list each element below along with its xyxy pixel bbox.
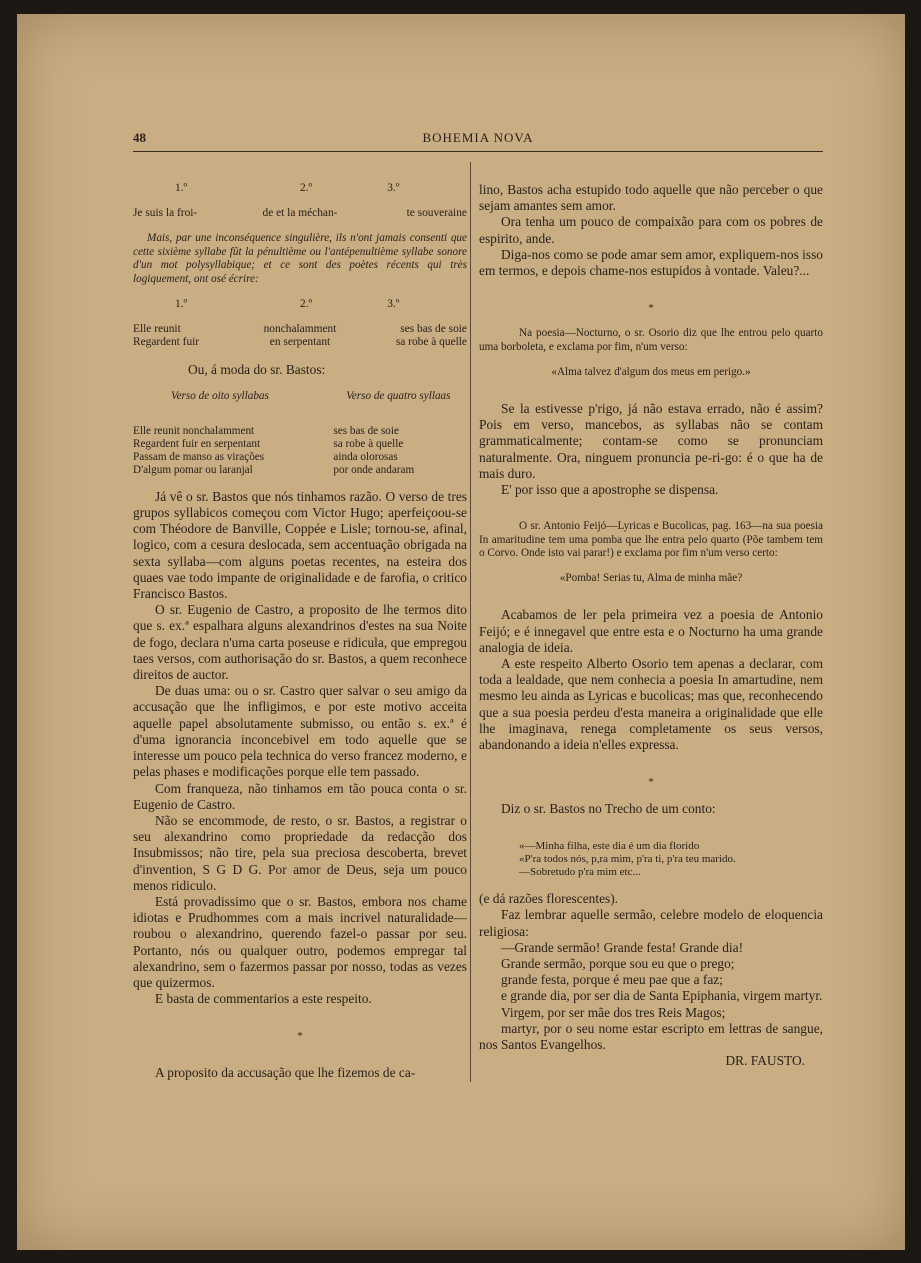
table2-num-3: 3.º [387,298,400,311]
table2-r2-c3: sa robe à quelle [395,336,467,349]
table1-num-2: 2.º [299,182,313,194]
note-feijo-text: O sr. Antonio Feijó—Lyricas e Bucolicas, pag. 163—na sua poesia In amaritudine tem uma pomba que lhe entra pelo quarto (Põe tambem tem o Corvo. Onde isto vai parar!) e exclama por fim n'um verso certo: [479,520,823,560]
section-star-right-2: * [648,776,654,789]
note-feijo [479,520,823,560]
sermon-line-4: e grande dia, por ser dia de Santa Epiphania, virgem martyr. [501,988,823,1004]
verse-row-1 [133,425,467,438]
note-osorio [479,327,823,354]
right-paragraph-4: Se la estivesse p'rigo, já não estava errado, não é assim? Pois em verso, mancebos, as syllabas não se contam grammaticalmente; contam-se como se pronunciam naturalmente. Ora, ninguem pronuncia pe-ri-go: é o que ha de mais duro. [479,401,823,481]
verse-row-3-right: ainda olorosas [333,450,398,463]
table2-num-1: 1.º [175,298,188,311]
french-note [133,232,467,286]
right-paragraph-2: Ora tenha um pouco de compaixão para com os pobres de espirito, ande. [479,214,823,246]
table2-r1-c2: nonchalamment [263,323,337,336]
bastos-verse-line-2: «P'ra todos nós, p,ra mim, p'ra ti, p'ra teu marido. [519,852,736,865]
verse-row-4 [133,464,467,477]
header-rule [133,151,823,152]
table1-num-1: 1.º [175,182,188,194]
column-divider [470,162,471,1082]
verse-headers [133,390,467,403]
french-note-text: Mais, par une inconséquence singulière, ils n'ont jamais consenti que cette sixième syllabe fût la pénultième ou l'antépenultième syllabe sonore d'un mot polysyllabique; et ce sont des poètes récents qui très logiquement, ont osé écrire: [133,232,467,285]
table1-row [133,207,467,220]
table1-cell-1: Je suis la froi- [133,207,198,220]
left-paragraph-1: Já vê o sr. Bastos que nós tinhamos razão. O verso de tres grupos syllabicos começou com Victor Hugo; aperfeiçoou-se com Théodore de Banville, Coppée e Lisle; tornou-se, afinal, logico, com a cesura deslocada, sem accentuação obrigada na sexta syllaba—com alguns poetas recentes, na esteira dos quaes vae todo impante de originalidade e de farofia, o critico Francisco Bastos. [133,488,467,602]
verse-header-2: Verso de quatro syllaas [346,389,451,402]
ou-line: Ou, á moda do sr. Bastos: [188,361,326,377]
verse-header-1: Verso de oito syllabas [171,389,269,402]
right-column [479,182,823,1069]
section-star-right-1: * [648,302,654,315]
table2-num-2: 2.º [299,298,313,311]
sermon-line-3: grande festa, porque é meu pae que a faz; [501,972,723,988]
right-paragraph-1: lino, Bastos acha estupido todo aquelle que não perceber o que sejam amantes sem amor. [479,182,823,214]
quote-alma: «Alma talvez d'algum dos meus em perigo.» [551,366,751,379]
right-paragraph-7: A este respeito Alberto Osorio tem apenas a declarar, com toda a lealdade, que nem conhecia a poesia In amartudine, nem mesmo leu ainda as Lyricas e bucolicas; mas que, reconhecendo que a sua poesia perdeu d'esta maneira a originalidade que elle lhe imaginava, renega completamente os seus versos, abandonando a ideia n'elles expressa. [479,656,823,753]
table1-cell-2: de et la méchan- [262,207,338,220]
right-paragraph-3: Diga-nos como se pode amar sem amor, expliquem-nos isso em termos, e depois chame-nos estupidos à vontade. Valeu?... [479,246,823,279]
left-paragraph-2: O sr. Eugenio de Castro, a proposito de lhe termos dito que s. ex.ª espalhara alguns alexandrinos d'estes na sua Noite de fogo, declara n'uma carta poseuse e ridicula, que empregou taes versos, com authorisação do sr. Bastos, a quem reconhece direitos de auctor. [133,602,467,683]
right-paragraph-9: (e dá razões florescentes). [479,891,619,907]
table2-r2-c2: en serpentant [269,336,331,349]
left-paragraph-8: A proposito da accusação que lhe fizemos de ca- [155,1065,416,1081]
left-paragraph-4: Com franqueza, não tinhamos em tão pouca conta o sr. Eugenio de Castro. [133,780,467,812]
verse-row-3 [133,451,467,464]
section-star-left: * [297,1030,303,1043]
verse-row-1-right: ses bas de soie [333,424,399,437]
table2-row-2 [133,336,467,349]
left-column [133,182,467,1082]
journal-title: BOHEMIA NOVA [422,130,534,145]
page-header [133,130,823,166]
table1-cell-3: te souveraine [406,207,467,220]
table2-row-1 [133,323,467,336]
signature: DR. FAUSTO. [725,1053,805,1069]
left-paragraph-5: Não se encommode, de resto, o sr. Bastos, a registrar o seu alexandrino como propriedade da redacção dos Insubmissos; não tire, pela sua preciosa descoberta, brevet d'invention, S G D G. Por amor de Deus, seja um pouco menos ridiculo. [133,812,467,893]
table1-numbers [133,182,467,195]
bastos-verse-line-3: —Sobretudo p'ra mim etc... [519,865,641,878]
verse-row-2-right: sa robe à quelle [333,437,404,450]
verse-row-2 [133,438,467,451]
verse-row-3-left: Passam de manso as virações [133,450,265,463]
note-osorio-text: Na poesia—Nocturno, o sr. Osorio diz que lhe entrou pelo quarto uma borboleta, e exclama por fim, n'um verso: [479,327,823,353]
sermon-line-1: —Grande sermão! Grande festa! Grande dia! [501,939,744,955]
bastos-verse-line-1: «—Minha filha, este dia é um dia florido [519,839,700,852]
table2-numbers [133,298,467,311]
table2-r1-c1: Elle reunit [133,323,181,336]
sermon-line-5: Virgem, por ser mãe dos tres Reis Magos; [501,1004,726,1020]
left-paragraph-6: Está provadissimo que o sr. Bastos, embora nos chame idiotas e Prudhommes com a mais incrivel naturalidade—roubou o alexandrino, querendo fazel-o passar por seu. Portanto, nós ou qualquer outro, podemos empregar tal alexandrino, sem o fazermos passar por nosso, todas as vezes que quizermos. [133,893,467,990]
right-paragraph-6: Acabamos de ler pela primeira vez a poesia de Antonio Feijó; e é innegavel que entre esta e o Nocturno ha uma grande analogia de ideia. [479,607,823,655]
sermon-line-6: martyr, por o seu nome estar escripto em lettras de sangue, nos Santos Evangelhos. [479,1020,823,1052]
sermon-line-2: Grande sermão, porque sou eu que o prego; [501,955,735,971]
verse-row-4-right: por onde andaram [333,463,415,476]
right-paragraph-8: Diz o sr. Bastos no Trecho de um conto: [501,801,716,817]
verse-row-4-left: D'algum pomar ou laranjal [133,463,253,476]
left-paragraph-3: De duas uma: ou o sr. Castro quer salvar o seu amigo da accusação que lhe infligimos, e por este motivo acceita aquelle papel absolutamente submisso, ou então s. ex.ª é d'uma ignorancia inconcebivel em todo aquelle que se interesse um pouco pela technica do verso francez moderno, e pelas phases e modificações porque elle tem passado. [133,683,467,780]
table1-num-3: 3.º [387,182,400,194]
verse-row-2-left: Regardent fuir en serpentant [133,437,261,450]
right-paragraph-10: Faz lembrar aquelle sermão, celebre modelo de eloquencia religiosa: [479,907,823,939]
table2-r2-c1: Regardent fuir [133,336,200,349]
left-paragraph-7: E basta de commentarios a este respeito. [155,991,372,1007]
bastos-verse [479,840,823,880]
page-number: 48 [133,130,146,145]
table2-r1-c3: ses bas de soie [400,323,467,336]
verse-row-1-left: Elle reunit nonchalamment [133,424,255,437]
quote-pomba: «Pomba! Serias tu, Alma de minha mãe? [559,572,743,585]
right-paragraph-5: E' por isso que a apostrophe se dispensa. [501,482,719,498]
